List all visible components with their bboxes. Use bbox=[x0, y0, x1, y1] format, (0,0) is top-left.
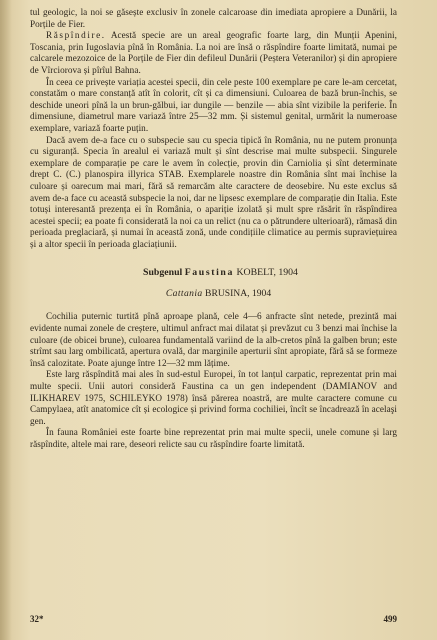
paragraph-subspecies: Dacă avem de-a face cu o subspecie sau cu specia tipică în România, nu ne putem pronunța cu siguranță. Specia în arealul ei variază mult și sînt descrise mai multe subspecii. Singurele exemplare de comparație pe care le avem în colecție, provin din Carniolia și sînt determinate drept C. (C.) planospira illyrica STAB. Exemplarele noastre din România sînt mai închise la culoare și oarecum mai mari, fără să remarcăm alte caractere de deosebire. Nu este exclus să avem de-a face cu această subspecie la noi, dar ne lipsesc exemplare de comparație din Italia. Este totuși interesantă prezența ei în România, o apariție izolată și mult spre răsărit în răspîndirea acestei specii; ea poate fi considerată la noi ca un relict (nu ca o pătrundere ulterioară), rămasă din perioada preglaciară, și numai în această zonă, unde condițiile climatice au permis supraviețuirea și a altor specii în perioada glaciațiunii. bbox=[30, 134, 397, 249]
paragraph-range: Este larg răspîndită mai ales în sud-estul Europei, în tot lanțul carpatic, reprezentat prin mai multe specii. Unii autori consideră Faustina ca un gen independent (DAMIANOV and ILIKHAREV 1975, SCHILEYKO 1978) însă părerea noastră, are multe caractere comune cu Campylaea, atît anatomice cît și ecologice și privind forma cochiliei, încît se încadrează în acelaşi gen. bbox=[30, 369, 397, 426]
paragraph-shell-description: Cochilia puternic turtită pînă aproape plană, cele 4—6 anfracte sînt netede, prezintă mai evidente numai zonele de creștere, ultimul anfract mai dilatat și prevăzut cu 3 benzi mai închise la culoare (de obicei brune), culoarea fundamentală variind de la alb-cretos pînă la galben brun; este strîmt sau larg ombilicată, apertura ovală, dar marginile aperturii sînt apropiate, fără să se formeze însă calozitate. Poate ajunge între 12—32 mm lățime. bbox=[30, 311, 397, 368]
synonym-heading bbox=[40, 288, 397, 300]
subgenus-prefix: Subgenul bbox=[143, 267, 183, 279]
paragraph-distribution bbox=[30, 30, 397, 76]
paragraph-variation: În ceea ce privește variația acestei specii, din cele peste 100 exemplare pe care le-am cercetat, constatăm o mare constanță atît în colorit, cît și ca dimensiuni. Culoarea de bază brun-închis, se deschide uneori pînă la un brun-gălbui, iar dungile — benzile — abia sînt vizibile la periferie. În dimensiune, diametrul mare variază între 25—32 mm. Și sistemul genital, urmărit la numeroase exemplare, variază foarte puțin. bbox=[30, 76, 397, 133]
page-footer bbox=[30, 614, 397, 624]
distribution-text: Acestă specie are un areal geografic foarte larg, din Munții Apenini, Toscania, prin Iugoslavia pînă în România. La noi are însă o răspîndire foarte limitată, numai pe calcarele mezozoice de la Porțile de Fier din defileul Dunării (Peștera Veteranilor) și din apropiere de Vîrciorova și pîrîul Bahna. bbox=[30, 30, 397, 75]
subgenus-author: KOBELT, 1904 bbox=[236, 267, 298, 279]
subgenus-name: Faustina bbox=[184, 267, 234, 279]
synonym-author: BRUSINA, 1904 bbox=[205, 288, 272, 300]
paragraph-romanian-fauna: În fauna României este foarte bine reprezentat prin mai multe specii, unele comune și larg răspîndite, altele mai rare, deseori relicte sau cu răspîndire foarte limitată. bbox=[30, 427, 397, 449]
subgenus-heading bbox=[44, 267, 397, 279]
page-number: 499 bbox=[383, 614, 397, 624]
signature-mark: 32* bbox=[30, 614, 44, 624]
paragraph-continuation: tul geologic, la noi se găsește exclusiv în zonele calcaroase din imediata apropiere a Dunării, la Porțile de Fier. bbox=[30, 7, 397, 29]
section-label-distribution: Răspîndire. bbox=[46, 30, 106, 41]
synonym-name: Cattania bbox=[165, 288, 203, 300]
